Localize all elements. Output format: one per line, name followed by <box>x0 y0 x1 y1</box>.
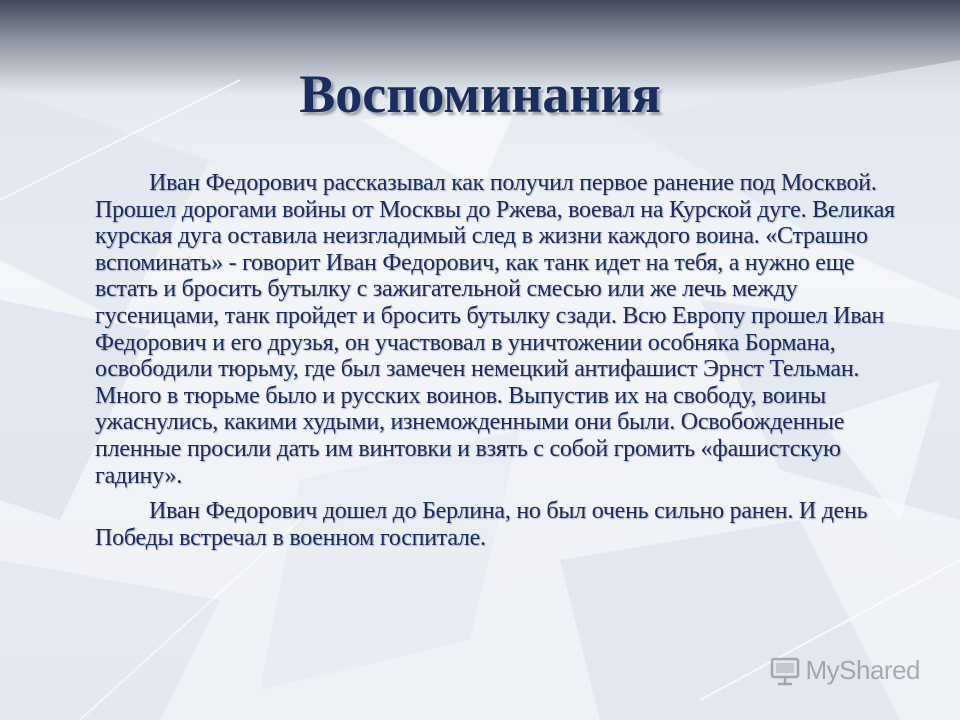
paragraph-memories: Иван Федорович рассказывал как получил первое ранение под Москвой. Прошел дорогами войны от Москвы до Ржева, воевал на Курской дуге. Великая курская дуга оставила неизгладимый след в жизни каждого воина. «Страшно вспоминать» - говорит Иван Федорович, как танк идет на тебя, а нужно еще встать и бросить бутылку с зажигательной смесью или же лечь между гусеницами, танк пройдет и бросить бутылку сзади. Всю Европу прошел Иван Федорович и его друзья, он участвовал в уничтожении особняка Бормана, освободили тюрьму, где был замечен немецкий антифашист Эрнст Тельман. Много в тюрьме было и русских воинов. Выпустив их на свободу, воины ужаснулись, какими худыми, изнеможденными они были. Освобожденные пленные просили дать им винтовки и взять с собой громить «фашистскую гадину». <box>95 170 895 489</box>
projector-screen-icon <box>770 656 800 686</box>
slide-body <box>95 170 915 560</box>
paragraph-victory-day: Иван Федорович дошел до Берлина, но был очень сильно ранен. И день Победы встречал в военном госпитале. <box>95 498 868 551</box>
watermark-text: MyShared <box>805 655 920 685</box>
slide-title: Воспоминания <box>299 64 661 124</box>
myshared-watermark <box>770 655 921 686</box>
